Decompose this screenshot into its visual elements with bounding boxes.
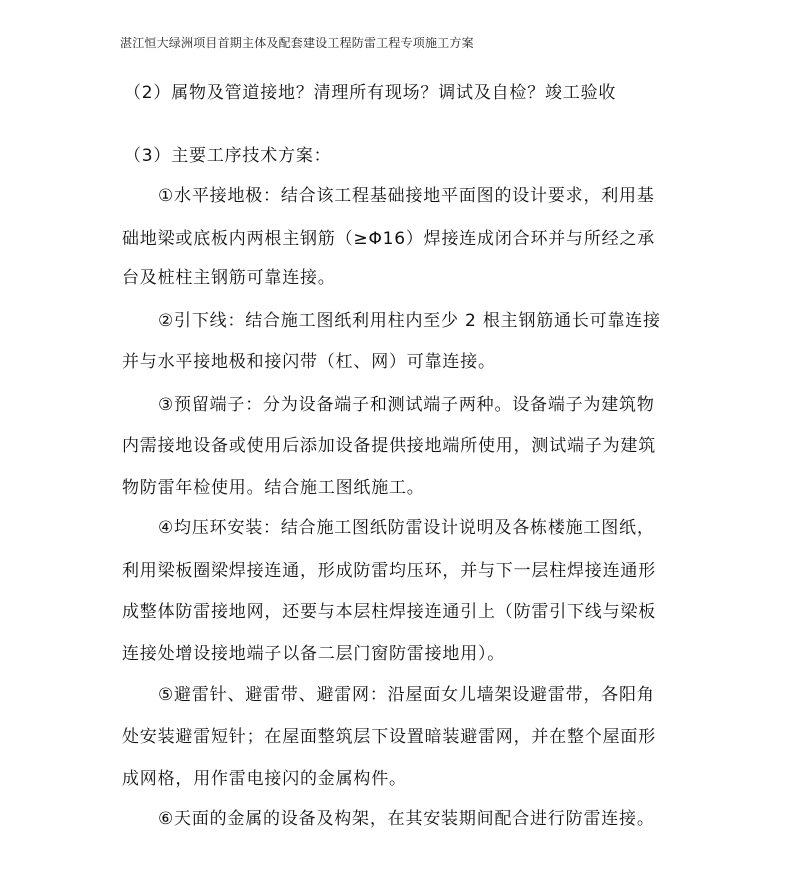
paragraph-line: ④均压环安装：结合施工图纸防雷设计说明及各栋楼施工图纸，: [158, 518, 655, 538]
paragraph-line: 连接处增设接地端子以备二层门窗防雷接地用）。: [122, 644, 506, 664]
paragraph-line: ①水平接地极：结合该工程基础接地平面图的设计要求，利用基: [158, 186, 655, 206]
paragraph-line: 成整体防雷接地网，还要与本层柱焊接连通引上（防雷引下线与梁板: [122, 602, 656, 622]
paragraph-line: 内需接地设备或使用后添加设备提供接地端所使用，测试端子为建筑: [122, 436, 656, 456]
paragraph-line: 并与水平接地极和接闪带（杠、网）可靠连接。: [122, 352, 496, 372]
paragraph-line: 利用梁板圈梁焊接连通，形成防雷均压环，并与下一层柱焊接连通形: [122, 561, 656, 581]
section-heading: （3）主要工序技术方案：: [124, 146, 332, 166]
paragraph-line: 物防雷年检使用。结合施工图纸施工。: [122, 478, 425, 498]
paragraph-line: 台及桩柱主钢筋可靠连接。: [122, 268, 336, 288]
paragraph-line: 处安装避雷短针；在屋面整筑层下设置暗装避雷网，并在整个屋面形: [122, 727, 656, 747]
paragraph-line: 础地梁或底板内两根主钢筋（≥Φ16）焊接连成闭合环并与所经之承: [122, 229, 656, 249]
paragraph-line: ⑤避雷针、避雷带、避雷网：沿屋面女儿墙架设避雷带，各阳角: [158, 685, 655, 705]
paragraph-line: ③预留端子：分为设备端子和测试端子两种。设备端子为建筑物: [158, 395, 655, 415]
paragraph-line: ②引下线：结合施工图纸利用柱内至少 2 根主钢筋通长可靠连接: [158, 311, 661, 331]
page-header: 湛江恒大绿洲项目首期主体及配套建设工程防雷工程专项施工方案: [120, 36, 474, 50]
paragraph-line: ⑥天面的金属的设备及构架，在其安装期间配合进行防雷连接。: [158, 809, 655, 829]
paragraph-line: 成网格，用作雷电接闪的金属构件。: [122, 769, 407, 789]
paragraph-line: （2）属物及管道接地？清理所有现场？调试及自检？竣工验收: [124, 83, 617, 103]
